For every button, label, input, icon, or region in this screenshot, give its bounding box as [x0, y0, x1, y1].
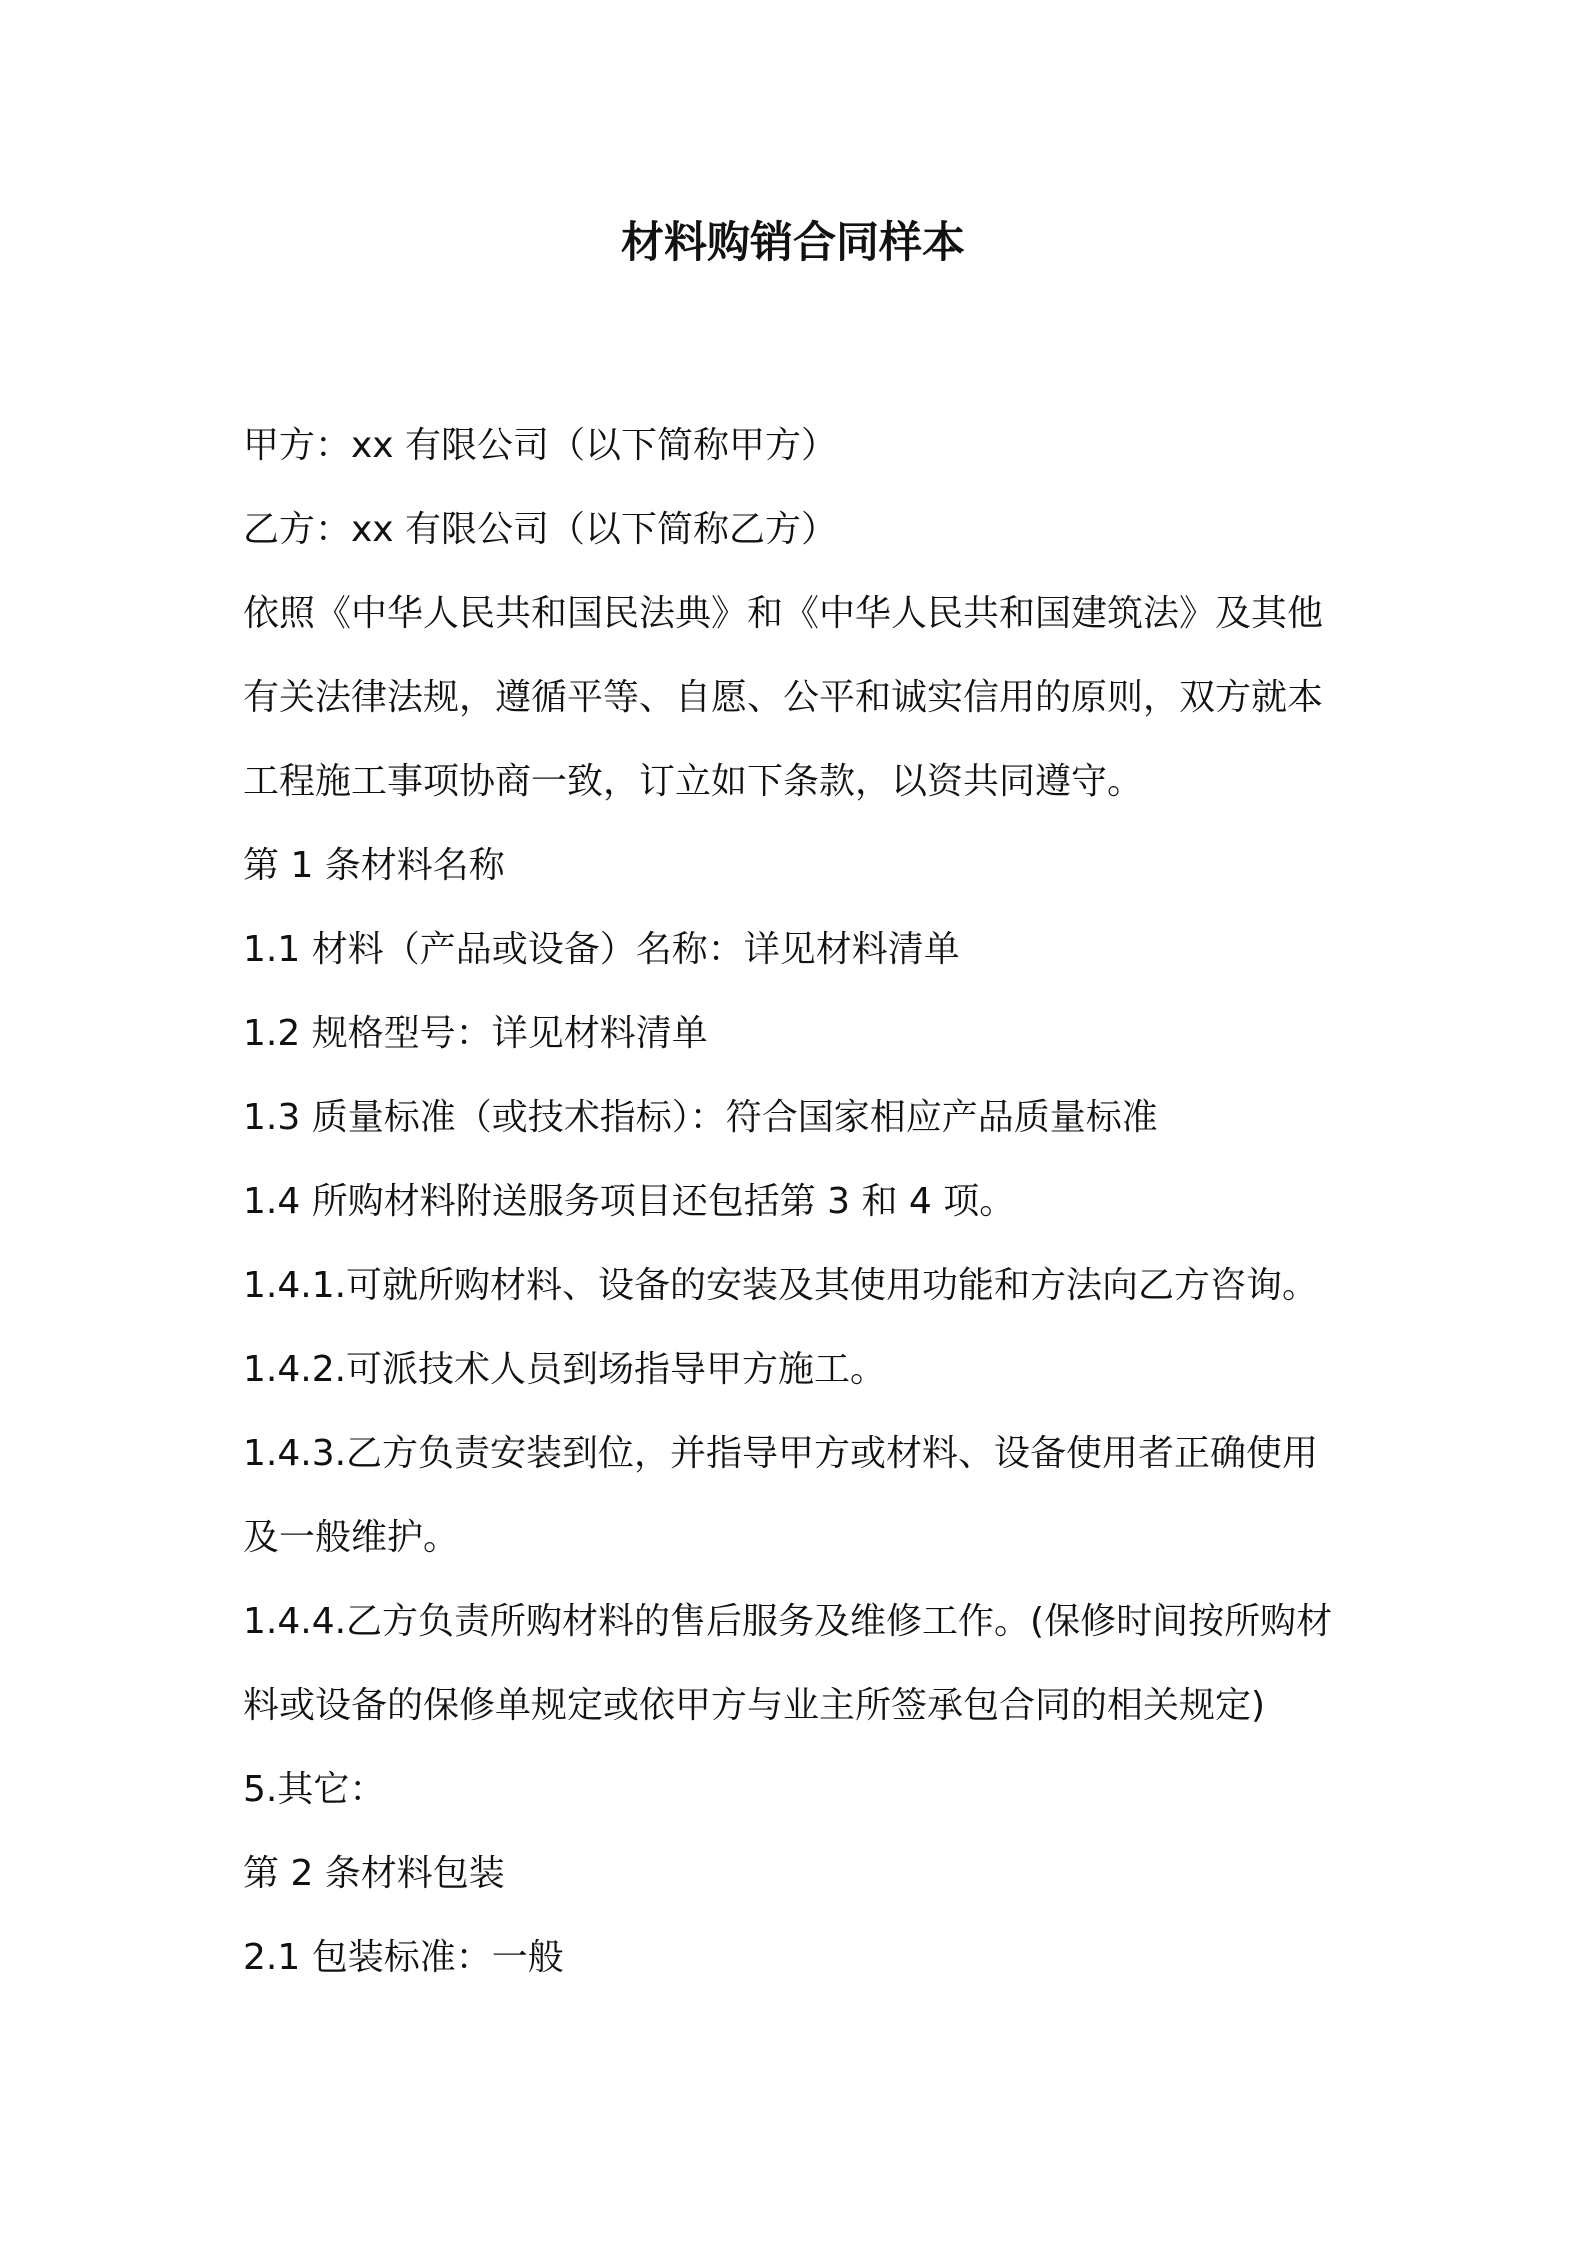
document-body — [243, 404, 1363, 2000]
clause-1-4-4-line-2: 料或设备的保修单规定或依甲方与业主所签承包合同的相关规定) — [243, 1685, 1266, 1726]
clause-5-other: 5.其它： — [243, 1769, 386, 1810]
clause-1-4-3-line-1: 1.4.3.乙方负责安装到位，并指导甲方或材料、设备使用者正确使用 — [243, 1433, 1319, 1474]
article-1-heading: 第 1 条材料名称 — [243, 845, 505, 886]
clause-1-4-1: 1.4.1.可就所购材料、设备的安装及其使用功能和方法向乙方咨询。 — [243, 1265, 1319, 1306]
clause-1-3: 1.3 质量标准（或技术指标）：符合国家相应产品质量标准 — [243, 1097, 1158, 1138]
clause-1-4-2: 1.4.2.可派技术人员到场指导甲方施工。 — [243, 1349, 887, 1390]
party-b-line: 乙方：xx 有限公司（以下简称乙方） — [243, 509, 838, 550]
clause-1-4: 1.4 所购材料附送服务项目还包括第 3 和 4 项。 — [243, 1181, 1016, 1222]
clause-1-1: 1.1 材料（产品或设备）名称：详见材料清单 — [243, 929, 960, 970]
party-a-line: 甲方：xx 有限公司（以下简称甲方） — [243, 425, 838, 466]
clause-1-4-3-line-2: 及一般维护。 — [243, 1517, 460, 1558]
document-title: 材料购销合同样本 — [621, 218, 965, 268]
article-2-heading: 第 2 条材料包装 — [243, 1853, 505, 1894]
preamble-line-2: 有关法律法规，遵循平等、自愿、公平和诚实信用的原则，双方就本 — [243, 677, 1324, 718]
clause-1-4-4-line-1: 1.4.4.乙方负责所购材料的售后服务及维修工作。(保修时间按所购材 — [243, 1601, 1333, 1642]
preamble-line-1: 依照《中华人民共和国民法典》和《中华人民共和国建筑法》及其他 — [243, 593, 1324, 634]
preamble-line-3: 工程施工事项协商一致，订立如下条款，以资共同遵守。 — [243, 761, 1144, 802]
clause-1-2: 1.2 规格型号：详见材料清单 — [243, 1013, 708, 1054]
clause-2-1: 2.1 包装标准：一般 — [243, 1937, 564, 1978]
